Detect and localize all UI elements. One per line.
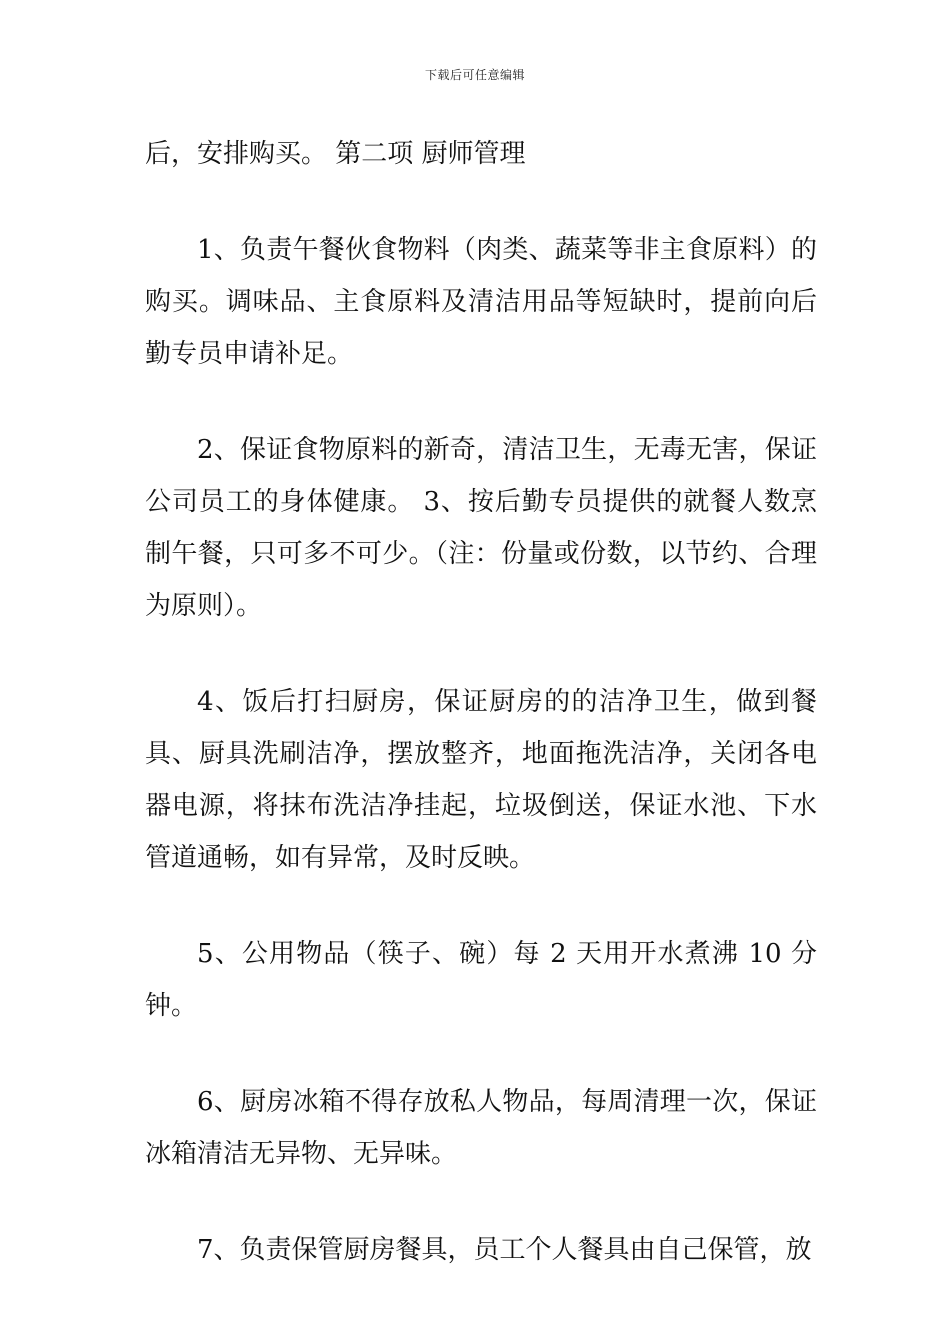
paragraph-gap (145, 380, 817, 424)
document-body (145, 128, 817, 1276)
page-header: 下载后可任意编辑 (424, 68, 525, 82)
paragraph-gap (145, 632, 817, 676)
paragraph-item-4: 4、饭后打扫厨房，保证厨房的的洁净卫生，做到餐具、厨具洗刷洁净，摆放整齐，地面拖洗洁净，关闭各电器电源，将抹布洗洁净挂起，垃圾倒送，保证水池、下水管道通畅，如有异常，及时反映。 (145, 687, 817, 873)
paragraph-gap (145, 1032, 817, 1076)
paragraph-intro: 后，安排购买。 第二项 厨师管理 (145, 139, 526, 169)
paragraph-item-6: 6、厨房冰箱不得存放私人物品，每周清理一次，保证冰箱清洁无异物、无异味。 (145, 1087, 817, 1169)
paragraph-item-1: 1、负责午餐伙食物料（肉类、蔬菜等非主食原料）的购买。调味品、主食原料及清洁用品等短缺时，提前向后勤专员申请补足。 (145, 235, 817, 369)
paragraph-item-2-3: 2、保证食物原料的新奇，清洁卫生，无毒无害，保证公司员工的身体健康。 3、按后勤专员提供的就餐人数烹制午餐，只可多不可少。（注：份量或份数，以节约、合理为原则）。 (145, 435, 817, 621)
paragraph-gap (145, 1180, 817, 1224)
paragraph-item-5: 5、公用物品（筷子、碗）每 2 天用开水煮沸 10 分钟。 (145, 939, 817, 1021)
paragraph-item-7: 7、负责保管厨房餐具，员工个人餐具由自己保管，放 (197, 1235, 812, 1265)
paragraph-gap (145, 180, 817, 224)
paragraph-gap (145, 884, 817, 928)
